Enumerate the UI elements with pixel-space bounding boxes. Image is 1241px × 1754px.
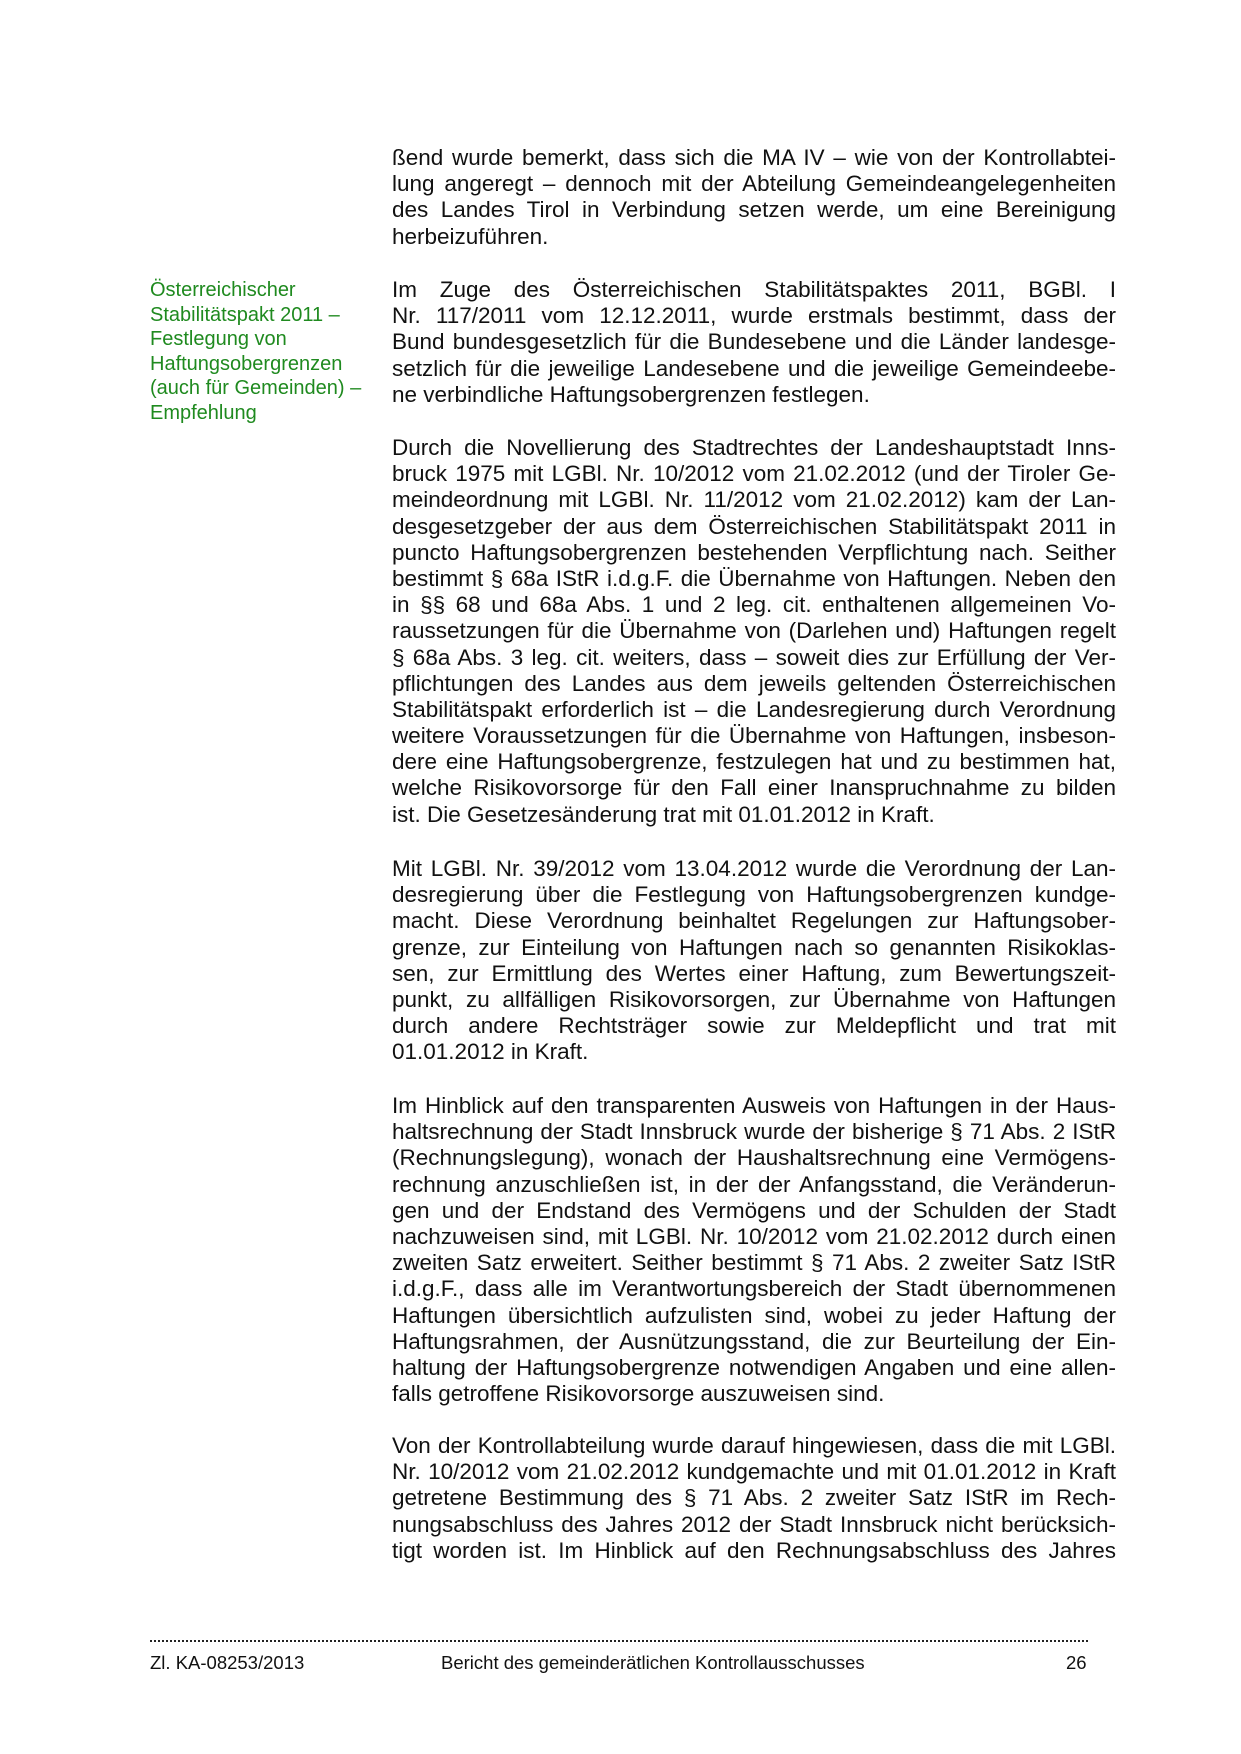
paragraph-control-department-note [392, 1433, 1116, 1564]
text-line: welche Risikovorsorge für den Fall einer Inanspruchnahme zu bilden [392, 775, 1116, 801]
paragraph-regulation [392, 856, 1116, 1066]
text-line: bruck 1975 mit LGBl. Nr. 10/2012 vom 21.02.2012 (und der Tiroler Ge- [392, 461, 1116, 487]
footer-divider [150, 1640, 1088, 1642]
text-line: Durch die Novellierung des Stadtrechtes der Landeshauptstadt Inns- [392, 435, 1116, 460]
margin-note-line: Empfehlung [150, 401, 257, 424]
paragraph-stability-pact [392, 277, 1116, 408]
text-line: 01.01.2012 in Kraft. [392, 1039, 589, 1065]
text-line: Nr. 117/2011 vom 12.12.2011, wurde erstmals bestimmt, dass der [392, 303, 1116, 329]
text-line: desregierung über die Festlegung von Haftungsobergrenzen kundge- [392, 882, 1116, 908]
text-line: falls getroffene Risikovorsorge auszuweisen sind. [392, 1381, 885, 1407]
text-line: nungsabschluss des Jahres 2012 der Stadt Innsbruck nicht berücksich- [392, 1511, 1116, 1537]
page-number: 26 [1066, 1652, 1087, 1673]
text-line: rechnung anzuschließen ist, in der der Anfangsstand, die Veränderun- [392, 1171, 1116, 1197]
text-line: nachzuweisen sind, mit LGBl. Nr. 10/2012 vom 21.02.2012 durch einen [392, 1223, 1116, 1249]
text-line: Stabilitätspakt erforderlich ist – die Landesregierung durch Verordnung [392, 696, 1116, 722]
footer-title: Bericht des gemeinderätlichen Kontrollausschusses [441, 1652, 865, 1673]
text-line: Nr. 10/2012 vom 21.02.2012 kundgemachte und mit 01.01.2012 in Kraft [392, 1459, 1116, 1485]
margin-note-line: Österreichischer [150, 279, 296, 301]
text-line: ne verbindliche Haftungsobergrenzen festlegen. [392, 381, 870, 407]
paragraph-continuation [392, 145, 1116, 250]
margin-note-line: (auch für Gemeinden) – [150, 377, 362, 399]
text-line: getretene Bestimmung des § 71 Abs. 2 zweiter Satz IStR im Rech- [392, 1485, 1116, 1511]
text-line: (Rechnungslegung), wonach der Haushaltsrechnung eine Vermögens- [392, 1145, 1116, 1171]
text-line: des Landes Tirol in Verbindung setzen werde, um eine Bereinigung [392, 197, 1116, 223]
text-line: grenze, zur Einteilung von Haftungen nach so genannten Risikoklas- [392, 934, 1116, 960]
text-line: Haftungsrahmen, der Ausnützungsstand, die zur Beurteilung der Ein- [392, 1328, 1116, 1354]
text-line: § 68a Abs. 3 leg. cit. weiters, dass – soweit dies zur Erfüllung der Ver- [392, 644, 1116, 670]
margin-note-line: Festlegung von [150, 328, 287, 350]
text-line: in §§ 68 und 68a Abs. 1 und 2 leg. cit. enthaltenen allgemeinen Vo- [392, 592, 1116, 618]
text-line: bestimmt § 68a IStR i.d.g.F. die Übernahme von Haftungen. Neben den [392, 565, 1116, 591]
text-line: i.d.g.F., dass alle im Verantwortungsbereich der Stadt übernommenen [392, 1276, 1116, 1302]
text-line: Mit LGBl. Nr. 39/2012 vom 13.04.2012 wurde die Verordnung der Lan- [392, 856, 1116, 881]
paragraph-transparent-disclosure [392, 1093, 1116, 1407]
text-line: Im Hinblick auf den transparenten Ausweis von Haftungen in der Haus- [392, 1093, 1116, 1118]
text-line: ßend wurde bemerkt, dass sich die MA IV – wie von der Kontrollabtei- [392, 145, 1116, 170]
text-line: macht. Diese Verordnung beinhaltet Regelungen zur Haftungsober- [392, 908, 1116, 934]
text-line: lung angeregt – dennoch mit der Abteilung Gemeindeangelegenheiten [392, 171, 1116, 197]
text-line: gen und der Endstand des Vermögens und der Schulden der Stadt [392, 1197, 1116, 1223]
text-line: haltsrechnung der Stadt Innsbruck wurde der bisherige § 71 Abs. 2 IStR [392, 1119, 1116, 1145]
text-line: punkt, zu allfälligen Risikovorsorgen, zur Übernahme von Haftungen [392, 986, 1116, 1012]
text-line: Im Zuge des Österreichischen Stabilitätspaktes 2011, BGBl. I [392, 277, 1116, 302]
text-line: Bund bundesgesetzlich für die Bundesebene und die Länder landesge- [392, 329, 1116, 355]
text-line: desgesetzgeber der aus dem Österreichischen Stabilitätspakt 2011 in [392, 513, 1116, 539]
text-line: durch andere Rechtsträger sowie zur Meldepflicht und trat mit [392, 1013, 1116, 1039]
footer-reference: Zl. KA-08253/2013 [150, 1652, 305, 1673]
text-line: tigt worden ist. Im Hinblick auf den Rechnungsabschluss des Jahres [392, 1537, 1116, 1563]
text-line: pflichtungen des Landes aus dem jeweils geltenden Österreichischen [392, 670, 1116, 696]
text-line: meindeordnung mit LGBl. Nr. 11/2012 vom 21.02.2012) kam der Lan- [392, 487, 1116, 513]
text-line: puncto Haftungsobergrenzen bestehenden Verpflichtung nach. Seither [392, 539, 1116, 565]
text-line: ist. Die Gesetzesänderung trat mit 01.01.2012 in Kraft. [392, 801, 935, 827]
text-line: zweiten Satz erweitert. Seither bestimmt § 71 Abs. 2 zweiter Satz IStR [392, 1250, 1116, 1276]
text-line: haltung der Haftungsobergrenze notwendigen Angaben und eine allen- [392, 1354, 1116, 1380]
margin-note-line: Haftungsobergrenzen [150, 352, 343, 375]
text-line: dere eine Haftungsobergrenze, festzulegen hat und zu bestimmen hat, [392, 749, 1116, 775]
text-line: herbeizuführen. [392, 223, 549, 249]
margin-note-line: Stabilitätspakt 2011 – [150, 303, 340, 326]
text-line: setzlich für die jeweilige Landesebene und die jeweilige Gemeindeebe- [392, 355, 1116, 381]
text-line: Haftungen übersichtlich aufzulisten sind, wobei zu jeder Haftung der [392, 1302, 1116, 1328]
text-line: weitere Voraussetzungen für die Übernahme von Haftungen, insbeson- [392, 723, 1116, 749]
text-line: sen, zur Ermittlung des Wertes einer Haftung, zum Bewertungszeit- [392, 960, 1116, 986]
text-line: raussetzungen für die Übernahme von (Darlehen und) Haftungen regelt [392, 618, 1116, 644]
margin-note [150, 278, 380, 425]
text-line: Von der Kontrollabteilung wurde darauf hingewiesen, dass die mit LGBl. [392, 1433, 1116, 1458]
paragraph-city-law-amendment [392, 435, 1116, 828]
